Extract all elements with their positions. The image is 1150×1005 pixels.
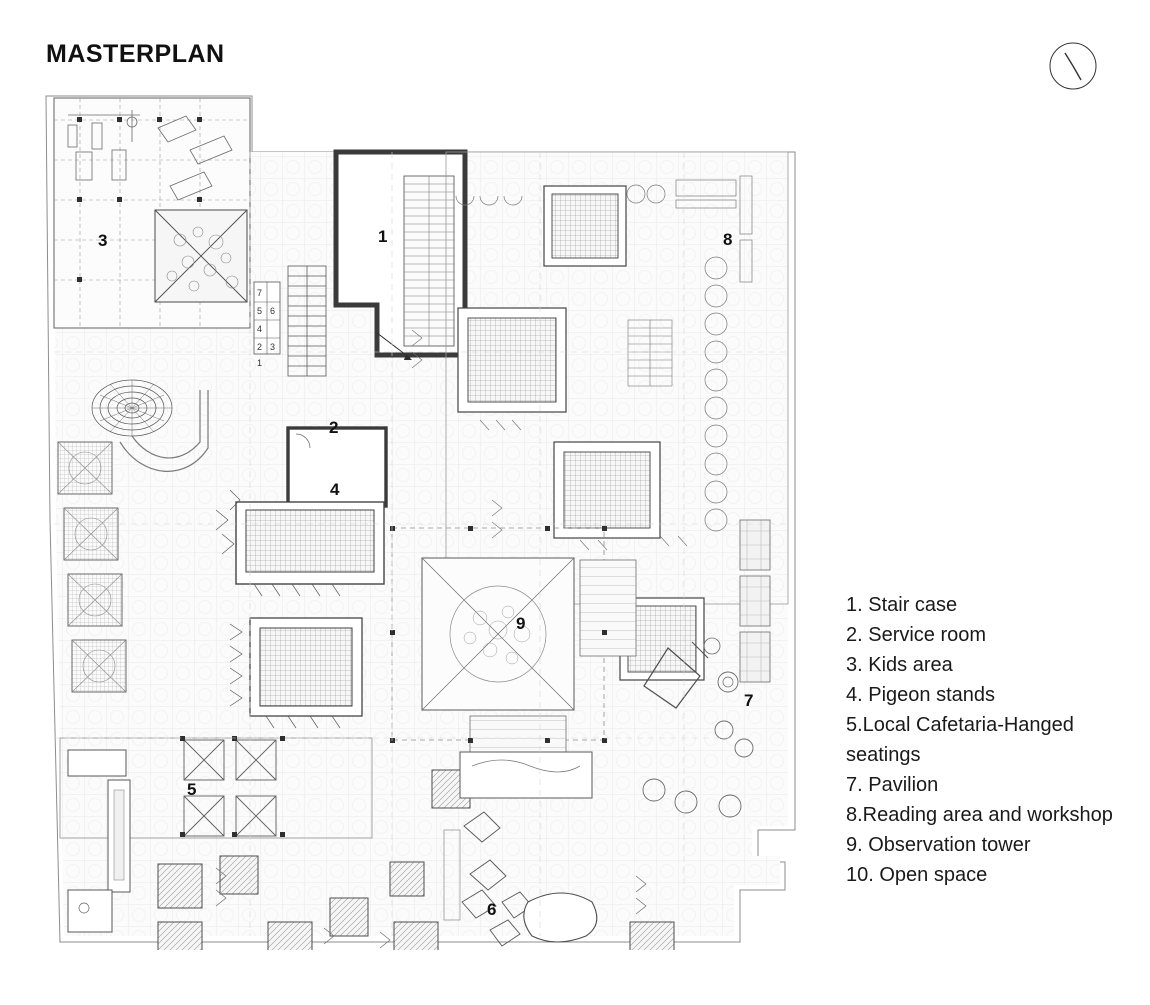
legend-item-3: 3. Kids area [846, 654, 953, 676]
marker-3: 3 [98, 231, 108, 250]
legend-item-4: 4. Pigeon stands [846, 684, 995, 706]
north-arrow-icon [1047, 40, 1099, 92]
legend-item-9: 9. Observation tower [846, 834, 1031, 856]
legend-item-5: 5.Local Cafetaria-Hanged seatings [846, 714, 1074, 766]
svg-text:7: 7 [257, 288, 263, 298]
svg-text:1: 1 [257, 358, 263, 368]
masterplan-drawing [40, 90, 810, 950]
legend [846, 590, 1126, 890]
marker-2: 2 [329, 418, 339, 437]
page-title: MASTERPLAN [46, 40, 225, 68]
svg-text:6: 6 [270, 306, 276, 316]
svg-text:4: 4 [257, 324, 263, 334]
marker-5: 5 [187, 780, 197, 799]
plan-svg [40, 90, 810, 950]
legend-item-1: 1. Stair case [846, 594, 958, 616]
marker-6: 6 [487, 900, 497, 919]
legend-item-8: 8.Reading area and workshop [846, 804, 1113, 826]
legend-item-2: 2. Service room [846, 624, 987, 646]
stone-wall-strip [740, 520, 770, 682]
svg-text:3: 3 [270, 342, 276, 352]
pigeon-stands [216, 490, 384, 596]
marker-7: 7 [744, 691, 754, 710]
svg-text:5: 5 [257, 306, 263, 316]
legend-item-7: 7. Pavilion [846, 774, 939, 796]
marker-9: 9 [516, 614, 526, 633]
marker-4: 4 [330, 480, 340, 499]
legend-item-10: 10. Open space [846, 864, 988, 886]
marker-8: 8 [723, 230, 733, 249]
svg-text:2: 2 [257, 342, 263, 352]
marker-1: 1 [378, 227, 388, 246]
